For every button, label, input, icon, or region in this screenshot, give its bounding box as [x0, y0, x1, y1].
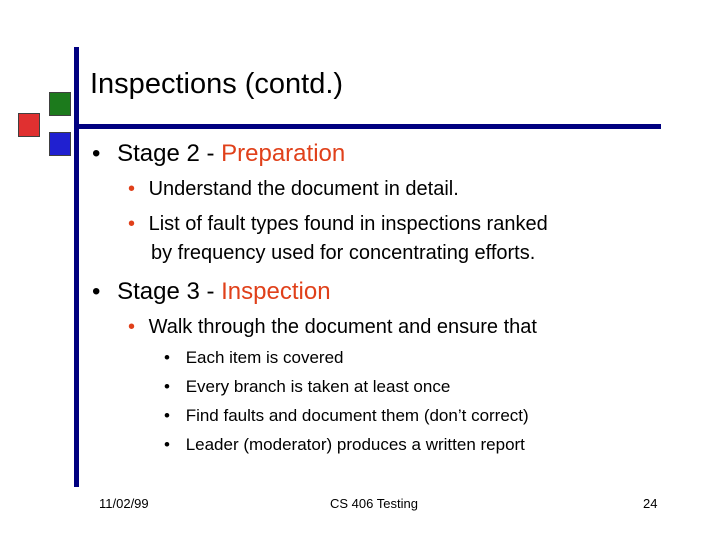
stage2-item-text: Understand the document in detail. — [148, 178, 459, 200]
stage3-subitem — [164, 406, 529, 426]
bullet-icon: • — [164, 348, 170, 367]
blue-square-decoration — [49, 132, 71, 156]
stage3-bullet-item — [92, 278, 331, 306]
stage3-subitem-text: Leader (moderator) produces a written report — [185, 435, 525, 454]
stage3-subitem — [164, 348, 343, 368]
bullet-icon: • — [92, 278, 101, 305]
slide-title: Inspections (contd.) — [90, 68, 344, 100]
stage3-subitem-text: Each item is covered — [185, 348, 344, 367]
frame-horizontal-line — [74, 124, 661, 129]
footer-date: 11/02/99 — [99, 496, 149, 511]
bullet-icon: • — [164, 406, 170, 425]
stage3-prefix: Stage 3 - — [117, 278, 222, 305]
stage2-bullet-item — [92, 140, 345, 168]
bullet-icon: • — [92, 140, 101, 167]
stage2-prefix: Stage 2 - — [117, 140, 222, 167]
stage3-item — [128, 316, 537, 339]
stage2-item-1 — [128, 178, 459, 201]
stage2-item-text: List of fault types found in inspections ranked — [148, 213, 548, 235]
stage2-item-2 — [128, 213, 548, 236]
stage3-subitem-text: Every branch is taken at least once — [185, 377, 451, 396]
bullet-icon: • — [128, 213, 136, 235]
bullet-icon: • — [164, 435, 170, 454]
stage3-item-text: Walk through the document and ensure that — [148, 316, 537, 338]
bullet-icon: • — [128, 316, 136, 338]
red-square-decoration — [18, 113, 40, 137]
stage3-subitem — [164, 377, 450, 397]
bullet-icon: • — [164, 377, 170, 396]
frame-vertical-line — [74, 47, 79, 487]
stage2-name: Preparation — [221, 140, 346, 167]
bullet-icon: • — [128, 178, 136, 200]
footer-course: CS 406 Testing — [330, 496, 418, 511]
stage3-subitem — [164, 435, 525, 455]
green-square-decoration — [49, 92, 71, 116]
stage3-name: Inspection — [221, 278, 331, 305]
stage3-subitem-text: Find faults and document them (don’t correct) — [185, 406, 529, 425]
footer-page-number: 24 — [643, 496, 658, 511]
stage2-item-2-continuation: by frequency used for concentrating efforts. — [151, 242, 536, 264]
